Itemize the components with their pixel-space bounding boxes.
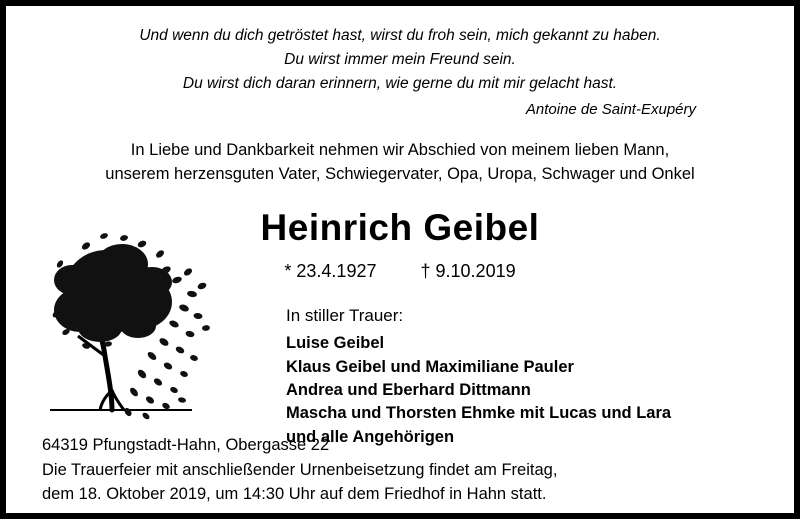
quote-line-2: Du wirst immer mein Freund sein. xyxy=(284,51,516,69)
mourner-2: Klaus Geibel und Maximiliane Pauler xyxy=(286,357,574,376)
quote-line-1: Und wenn du dich getröstet hast, wirst du froh sein, mich gekannt zu haben. xyxy=(139,27,661,44)
service-line-2: dem 18. Oktober 2019, um 14:30 Uhr auf dem Friedhof in Hahn statt. xyxy=(42,485,547,504)
birth-date: * 23.4.1927 xyxy=(284,261,377,282)
intro-text xyxy=(36,139,764,187)
quote-author: Antoine de Saint-Exupéry xyxy=(525,101,696,119)
address-line: 64319 Pfungstadt-Hahn, Obergasse 22 xyxy=(42,436,330,454)
intro-line-1: In Liebe und Dankbarkeit nehmen wir Abschied von meinem lieben Mann, xyxy=(130,141,670,160)
mourner-5: und alle Angehörigen xyxy=(286,427,455,446)
service-details xyxy=(42,459,557,507)
mourners-list xyxy=(286,332,764,449)
mourners-title: In stiller Trauer: xyxy=(286,306,404,326)
intro-line-2: unserem herzensguten Vater, Schwiegervater, Opa, Uropa, Schwager und Onkel xyxy=(105,165,695,184)
deceased-name: Heinrich Geibel xyxy=(260,207,540,249)
obituary-inner xyxy=(6,6,794,513)
quote-block xyxy=(60,24,740,121)
windblown-tree-icon xyxy=(42,224,257,429)
quote-line-3: Du wirst dich daran erinnern, wie gerne du mit mir gelacht hast. xyxy=(182,75,618,93)
mourner-3: Andrea und Eberhard Dittmann xyxy=(286,380,531,399)
mourner-4: Mascha und Thorsten Ehmke mit Lucas und Lara xyxy=(286,404,672,423)
death-date: † 9.10.2019 xyxy=(420,261,516,282)
mourner-1: Luise Geibel xyxy=(286,334,385,353)
service-line-1: Die Trauerfeier mit anschließender Urnenbeisetzung findet am Freitag, xyxy=(42,461,558,480)
